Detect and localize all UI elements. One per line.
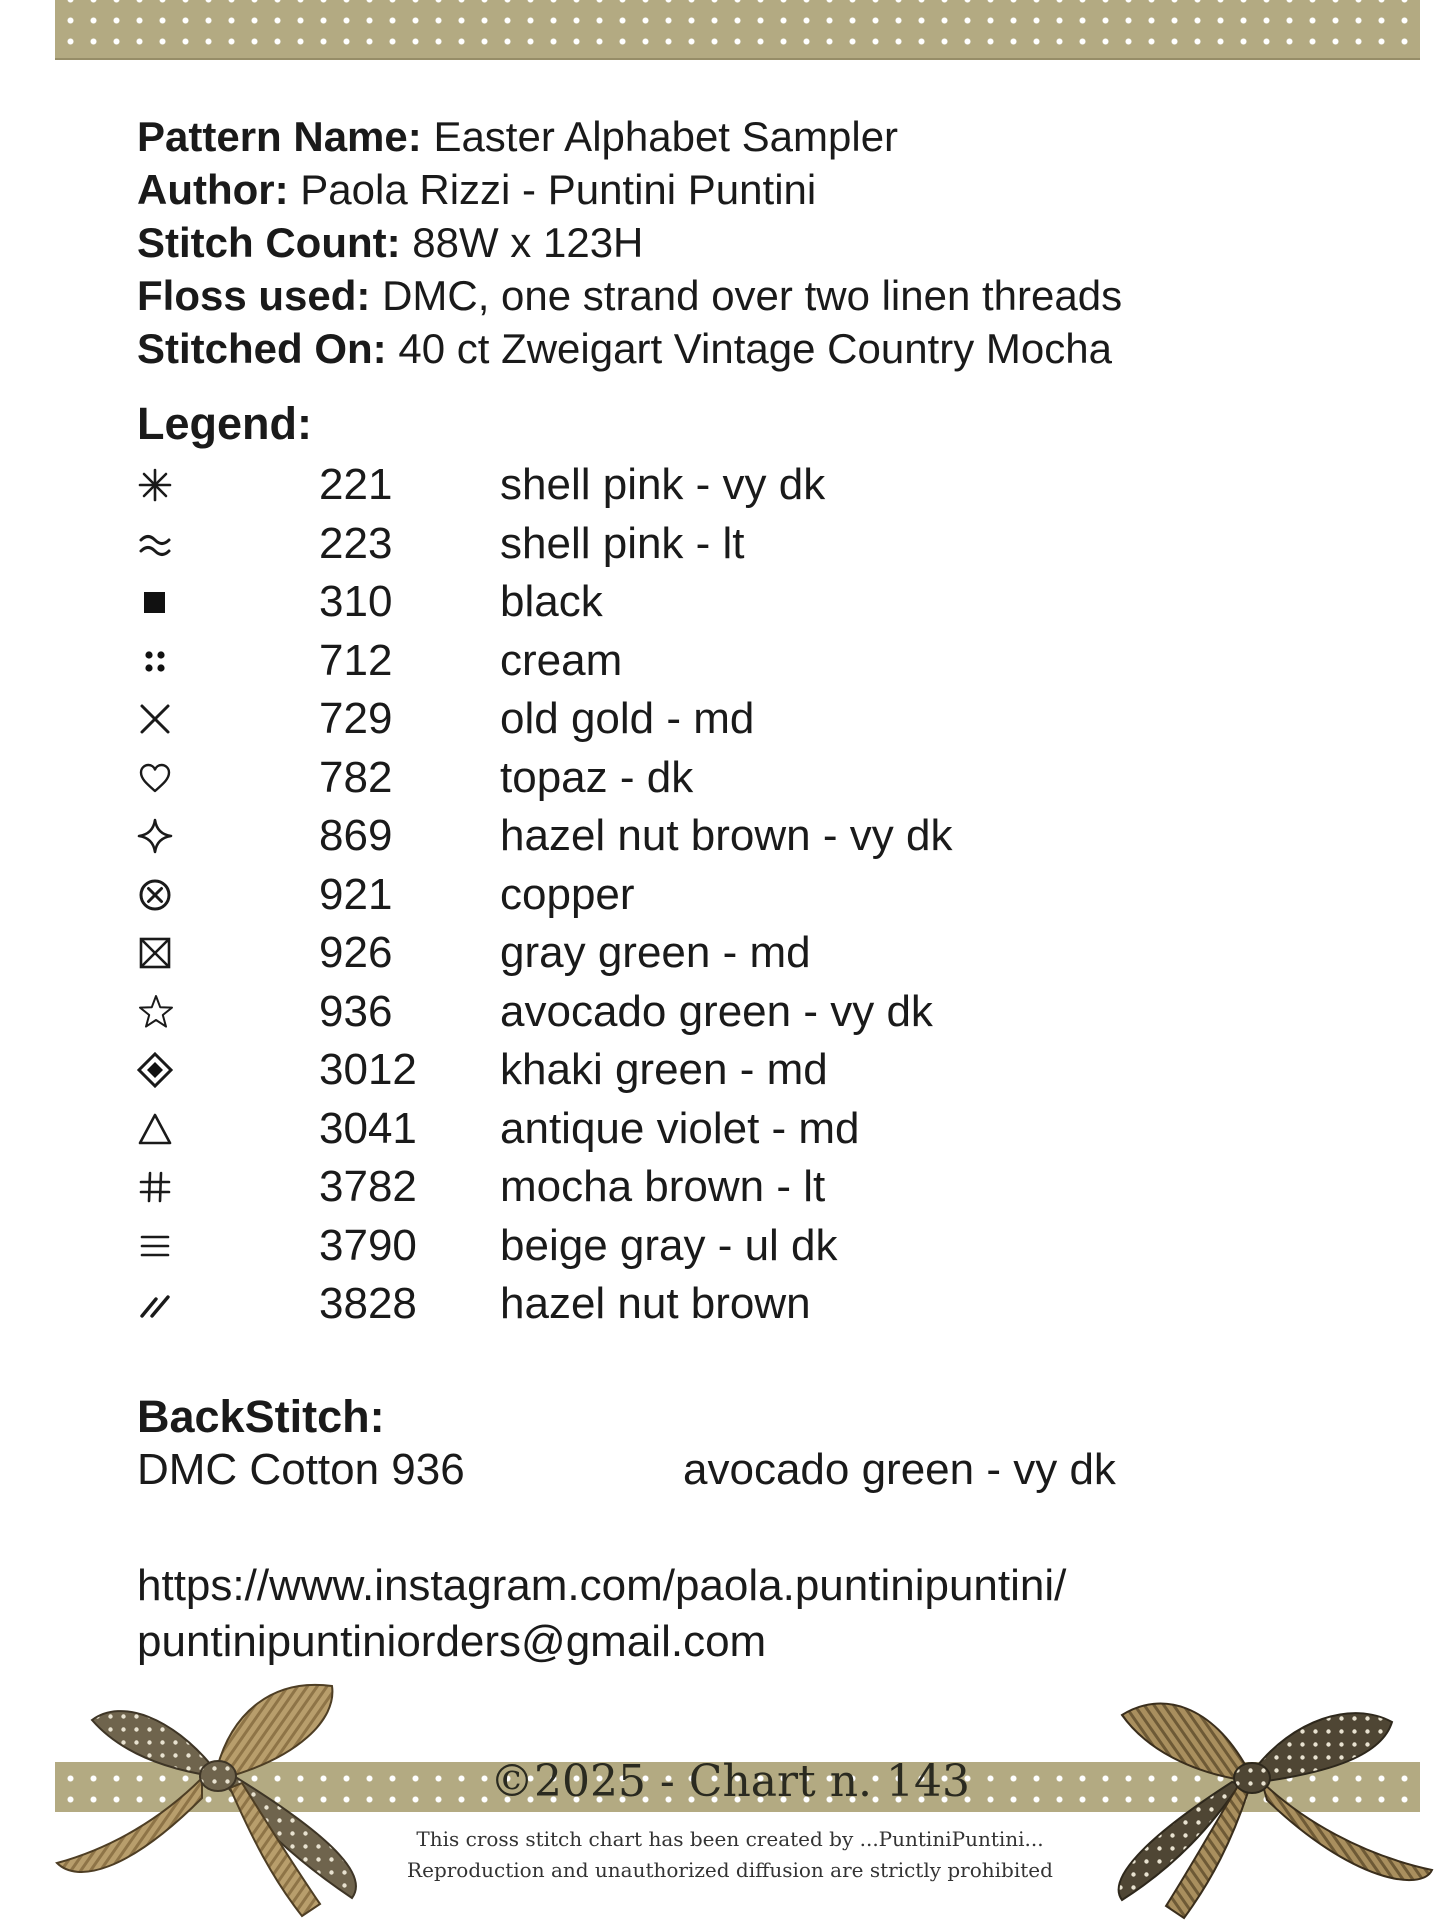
- backstitch-thread: DMC Cotton 936: [137, 1445, 465, 1494]
- instagram-link[interactable]: https://www.instagram.com/paola.puntinipuntini/: [137, 1561, 1067, 1610]
- copyright-note-line: Reproduction and unauthorized diffusion are strictly prohibited: [407, 1858, 1053, 1882]
- floss-value: DMC, one strand over two linen threads: [382, 272, 1123, 319]
- legend-code: 221: [319, 460, 393, 509]
- legend-code: 3012: [319, 1045, 417, 1094]
- pattern-name-line: [137, 110, 1122, 163]
- legend-code: 3790: [319, 1220, 417, 1270]
- legend-name: khaki green - md: [500, 1045, 828, 1094]
- legend-code: 3041: [319, 1103, 417, 1153]
- legend-name: mocha brown - lt: [500, 1162, 826, 1211]
- legend-name: beige gray - ul dk: [500, 1220, 838, 1270]
- backstitch-color-name: avocado green - vy dk: [683, 1445, 1116, 1494]
- stitch-count-value: 88W x 123H: [412, 219, 644, 266]
- legend-name: avocado green - vy dk: [500, 986, 933, 1036]
- cross-icon: [137, 690, 181, 748]
- legend-name: topaz - dk: [500, 752, 694, 802]
- legend-name: copper: [500, 869, 635, 919]
- copyright-chart-number: ©2025 - Chart n. 143: [489, 1756, 971, 1807]
- boxed-x-icon: [137, 924, 181, 982]
- legend-name: shell pink - vy dk: [500, 460, 826, 509]
- floss-label: Floss used:: [137, 272, 371, 319]
- legend-code: 921: [319, 869, 393, 919]
- legend-name: shell pink - lt: [500, 518, 745, 568]
- stitched-on-line: [137, 322, 1122, 375]
- double-slash-icon: [137, 1275, 181, 1333]
- stitch-count-label: Stitch Count:: [137, 219, 401, 266]
- diamond-in-diamond-icon: [137, 1041, 181, 1099]
- legend-code: 3782: [319, 1162, 417, 1211]
- four-point-star-icon: [137, 807, 181, 865]
- backstitch-title: BackStitch:: [137, 1391, 385, 1442]
- author-line: [137, 163, 1122, 216]
- legend-code: 712: [319, 635, 393, 685]
- heart-outline-icon: [137, 749, 181, 807]
- legend-code: 869: [319, 811, 393, 860]
- pattern-name-label: Pattern Name:: [137, 113, 422, 160]
- hash-icon: [137, 1158, 181, 1216]
- circled-times-icon: [137, 866, 181, 924]
- copyright-note: [380, 1824, 1080, 1886]
- legend-code: 729: [319, 694, 393, 743]
- backstitch-line: [137, 1442, 1237, 1498]
- bow-left-icon: [52, 1658, 402, 1920]
- legend-code: 3828: [319, 1279, 417, 1328]
- legend-code: 310: [319, 577, 393, 626]
- legend-name: hazel nut brown: [500, 1279, 811, 1328]
- legend-code: 926: [319, 928, 393, 977]
- stitch-count-line: [137, 216, 1122, 269]
- asterisk-icon: [137, 456, 181, 514]
- stitched-on-label: Stitched On:: [137, 325, 387, 372]
- contact-block: [137, 1558, 1066, 1670]
- floss-line: [137, 269, 1122, 322]
- author-label: Author:: [137, 166, 289, 213]
- approx-icon: [137, 515, 181, 573]
- pattern-name-value: Easter Alphabet Sampler: [433, 113, 899, 160]
- filled-square-icon: [137, 573, 181, 631]
- copyright-note-line: This cross stitch chart has been created by ...PuntiniPuntini...: [416, 1827, 1044, 1851]
- top-ribbon-border: [55, 0, 1420, 60]
- triple-bar-icon: [137, 1217, 181, 1275]
- pattern-info: [137, 110, 1122, 375]
- email-link[interactable]: puntinipuntiniorders@gmail.com: [137, 1617, 767, 1666]
- stitched-on-value: 40 ct Zweigart Vintage Country Mocha: [398, 325, 1112, 372]
- legend-title: Legend:: [137, 398, 312, 449]
- legend-name: gray green - md: [500, 928, 811, 977]
- bow-right-icon: [1062, 1660, 1442, 1922]
- legend-code: 782: [319, 752, 393, 802]
- legend-code: 223: [319, 518, 393, 568]
- legend-name: hazel nut brown - vy dk: [500, 811, 953, 860]
- legend-name: antique violet - md: [500, 1103, 860, 1153]
- legend-name: old gold - md: [500, 694, 755, 743]
- legend-name: black: [500, 577, 603, 626]
- star-outline-icon: [137, 983, 181, 1041]
- author-value: Paola Rizzi - Puntini Puntini: [300, 166, 817, 213]
- legend-name: cream: [500, 635, 623, 685]
- four-dots-icon: [137, 632, 181, 690]
- triangle-outline-icon: [137, 1100, 181, 1158]
- legend-code: 936: [319, 986, 393, 1036]
